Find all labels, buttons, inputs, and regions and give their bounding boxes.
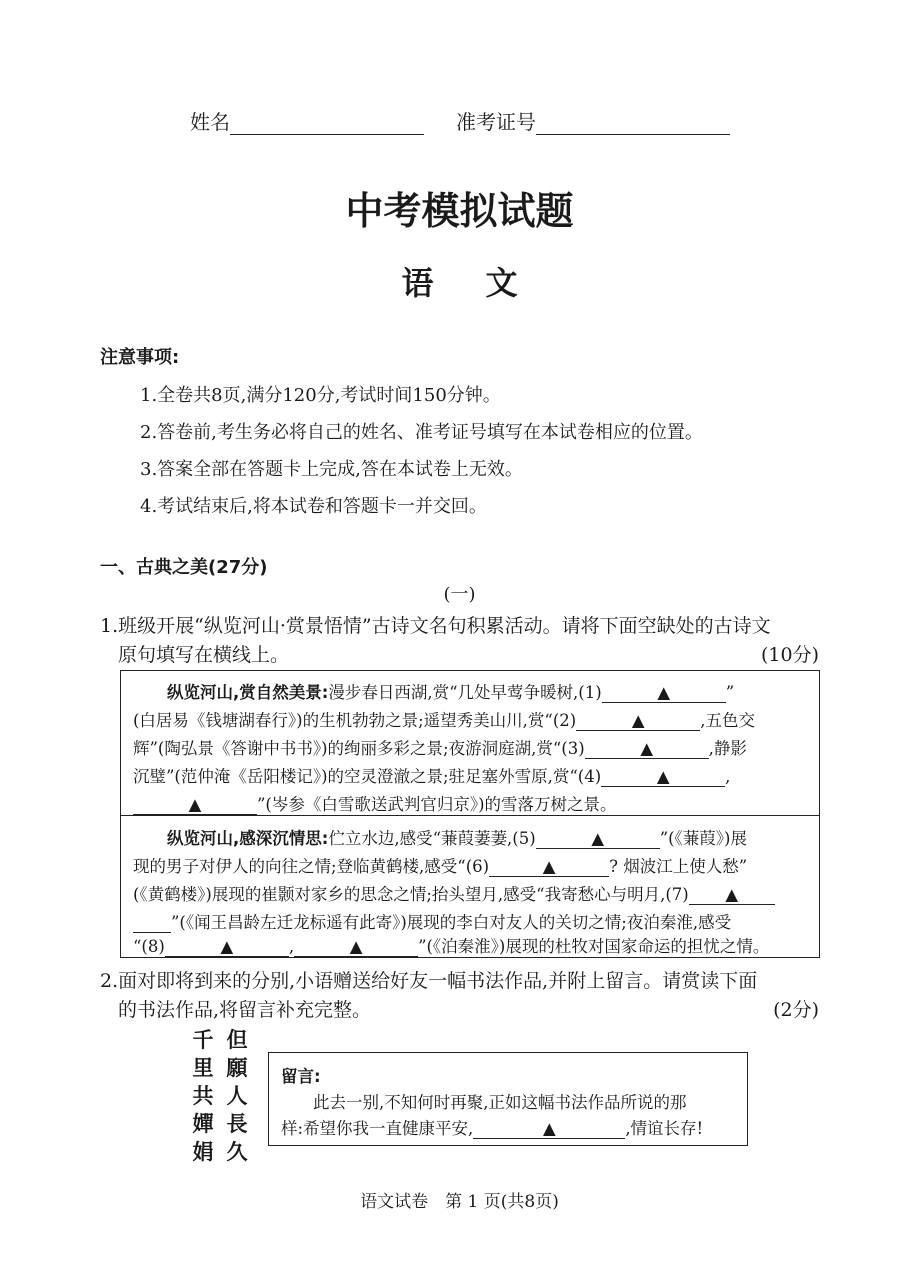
calligraphy-char: 里 [192, 1055, 214, 1080]
answer-blank-5[interactable]: ▲ [536, 831, 660, 849]
box-text: 沉璧”(范仲淹《岳阳楼记》)的空灵澄澈之景;驻足塞外雪原,赏“(4) [133, 767, 602, 786]
notice-item: 3.答案全部在答题卡上完成,答在本试卷上无效。 [140, 459, 523, 480]
page-footer: 语文试卷 第 1 页(共8页) [360, 1192, 559, 1212]
answer-blank-message[interactable]: ▲ [473, 1121, 625, 1139]
box-text: ” [725, 683, 735, 702]
box-divider [121, 815, 819, 816]
message-text-part: 样:希望你我一直健康平安, [281, 1119, 474, 1138]
calligraphy-char: 久 [226, 1139, 248, 1164]
section-heading: 一、古典之美(27分) [100, 557, 268, 578]
box-text: 辉”(陶弘景《答谢中书书》)的绚丽多彩之景;夜游洞庭湖,赏“(3) [133, 739, 585, 758]
box-row [133, 679, 811, 703]
answer-blank-6[interactable]: ▲ [489, 859, 609, 877]
part-1-heading: 纵览河山,赏自然美景: [167, 683, 329, 702]
message-text-part: ,情谊长存! [625, 1119, 704, 1138]
page-title: 中考模拟试题 [345, 189, 574, 233]
calligraphy-char: 千 [192, 1027, 214, 1052]
name-field[interactable] [230, 114, 424, 135]
calligraphy-char: 但 [226, 1027, 248, 1052]
answer-blank-8a[interactable]: ▲ [165, 939, 289, 957]
question-1-score: (10分) [760, 644, 819, 666]
calligraphy-column-right [222, 1026, 252, 1166]
box-text: , [725, 767, 731, 786]
calligraphy-char: 願 [226, 1055, 248, 1080]
answer-blank-1[interactable]: ▲ [602, 685, 726, 703]
subject-title [0, 258, 919, 304]
message-box [268, 1052, 748, 1146]
fill-in-box [120, 670, 820, 958]
box-text: ”(岑参《白雪歌送武判官归京》)的雪落万树之景。 [257, 795, 617, 814]
subject-char: 语 [401, 264, 434, 302]
candidate-info-row [190, 106, 730, 135]
box-row [133, 881, 811, 905]
box-text: ,静影 [708, 739, 747, 758]
box-row [133, 707, 811, 731]
box-text: ,五色交 [700, 711, 755, 730]
notice-item: 1.全卷共8页,满分120分,考试时间150分钟。 [140, 385, 501, 406]
message-label: 留言: [281, 1067, 321, 1086]
box-text: “(8) [133, 937, 165, 956]
box-row [133, 853, 811, 877]
calligraphy-artwork [188, 1026, 252, 1168]
exam-id-label: 准考证号 [456, 110, 536, 134]
question-1-text: 1.班级开展“纵览河山·赏景悟情”古诗文名句积累活动。请将下面空缺处的古诗文 [100, 615, 771, 637]
question-2-text-cont: 的书法作品,将留言补充完整。 [118, 999, 372, 1021]
name-label: 姓名 [190, 110, 230, 134]
answer-blank-4b[interactable]: ▲ [133, 797, 257, 815]
answer-blank-3[interactable]: ▲ [585, 741, 709, 759]
box-row [133, 909, 811, 933]
box-text: , [288, 937, 295, 956]
part-2-heading: 纵览河山,感深沉情思: [167, 829, 329, 848]
exam-id-field[interactable] [536, 114, 730, 135]
box-row [133, 825, 811, 849]
calligraphy-char: 人 [226, 1083, 248, 1108]
box-row [133, 791, 811, 815]
message-text [281, 1115, 703, 1139]
notice-item: 4.考试结束后,将本试卷和答题卡一并交回。 [140, 496, 487, 517]
box-text: ”(《蒹葭》)展 [659, 829, 747, 848]
box-text: (白居易《钱塘湖春行》)的生机勃勃之景;遥望秀美山川,赏“(2) [133, 711, 577, 730]
box-text: ? 烟波江上使人愁” [609, 857, 748, 876]
calligraphy-column-left [188, 1026, 218, 1166]
calligraphy-char: 娟 [192, 1139, 214, 1164]
box-row [133, 735, 811, 759]
notice-heading: 注意事项: [100, 347, 180, 368]
question-2-text: 2.面对即将到来的分别,小语赠送给好友一幅书法作品,并附上留言。请赏读下面 [100, 970, 758, 992]
calligraphy-char: 長 [226, 1111, 248, 1136]
calligraphy-char: 共 [192, 1083, 214, 1108]
box-text: 现的男子对伊人的向往之情;登临黄鹤楼,感受“(6) [133, 857, 490, 876]
question-1-text-cont: 原句填写在横线上。 [118, 644, 290, 666]
answer-blank-4a[interactable]: ▲ [601, 769, 725, 787]
answer-blank-2[interactable]: ▲ [576, 713, 700, 731]
box-row [133, 933, 811, 957]
answer-blank-7a[interactable]: ▲ [689, 887, 775, 905]
notice-item: 2.答卷前,考生务必将自己的姓名、准考证号填写在本试卷相应的位置。 [140, 422, 703, 443]
box-text: ”(《闻王昌龄左迁龙标遥有此寄》)展现的李白对友人的关切之情;夜泊秦淮,感受 [171, 913, 732, 932]
answer-blank-8b[interactable]: ▲ [294, 939, 418, 957]
box-text: 漫步春日西湖,赏“几处早莺争暖树,(1) [328, 683, 602, 702]
calligraphy-char: 嬋 [192, 1111, 214, 1136]
answer-blank-7b[interactable] [133, 915, 171, 933]
subsection-heading: (一) [443, 584, 476, 605]
message-text: 此去一别,不知何时再聚,正如这幅书法作品所说的那 [313, 1093, 687, 1112]
box-text: (《黄鹤楼》)展现的崔颢对家乡的思念之情;抬头望月,感受“我寄愁心与明月,(7) [133, 885, 689, 904]
box-text: 伫立水边,感受“蒹葭萋萋,(5) [328, 829, 536, 848]
box-text: ”(《泊秦淮》)展现的杜牧对国家命运的担忧之情。 [418, 937, 770, 956]
subject-char: 文 [485, 264, 518, 302]
box-row [133, 763, 811, 787]
question-2-score: (2分) [773, 999, 819, 1021]
